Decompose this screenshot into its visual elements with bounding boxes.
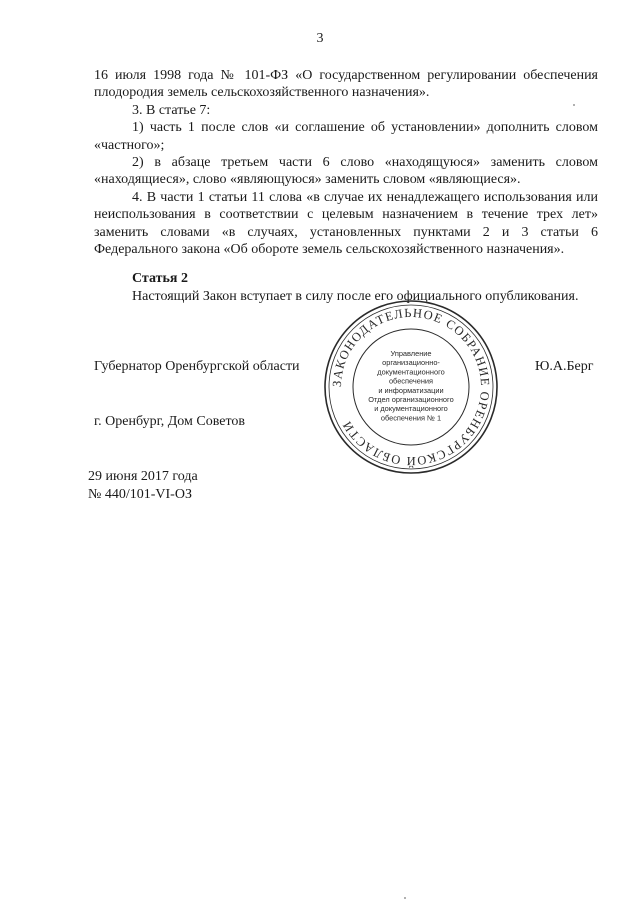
document-number: № 440/101-VI-ОЗ (88, 487, 192, 502)
seal-outer-text: ЗАКОНОДАТЕЛЬНОЕ СОБРАНИЕ ОРЕНБУРГСКОЙ ОБЛАСТИ (329, 305, 493, 469)
paragraph: 4. В части 1 статьи 11 слова «в случае их ненадлежащего использования или неиспользования в соответствии с целевым назначением в течение трех лет» заменить словами «в случаях, установленных пунктами 2 и 3 статьи 6 Федерального закона «Об обороте земель сельскохозяйственного назначения». (94, 189, 598, 258)
seal-inner-line: организационно- (382, 358, 440, 368)
seal-inner-line: Управление (390, 349, 432, 358)
scan-speck (573, 104, 575, 106)
seal-inner-line: Отдел организационного (368, 395, 454, 404)
page-number: 3 (316, 31, 324, 46)
article-paragraph: Настоящий Закон вступает в силу после его официального опубликования. (132, 289, 579, 304)
signatory-title: Губернатор Оренбургской области (94, 359, 300, 374)
paragraph: 16 июля 1998 года № 101-ФЗ «О государственном регулировании обеспечения плодородия земель сельскохозяйственного назначения». (94, 68, 598, 101)
official-seal (320, 296, 502, 478)
seal-graphic (320, 296, 502, 478)
signatory-name: Ю.А.Берг (535, 359, 594, 374)
place: г. Оренбург, Дом Советов (94, 414, 245, 429)
paragraph: 2) в абзаце третьем части 6 слово «находящуюся» заменить словом «находящиеся», слово «являющуюся» заменить словом «являющиеся». (94, 155, 598, 188)
date: 29 июня 2017 года (88, 469, 198, 484)
seal-inner-line: и документационного (374, 404, 448, 414)
body-text (94, 67, 598, 258)
article-heading: Статья 2 (132, 271, 188, 286)
paragraph: 1) часть 1 после слов «и соглашение об установлении» дополнить словом «частного»; (94, 120, 598, 153)
seal-inner-line: обеспечения № 1 (380, 413, 442, 423)
seal-inner-line: документационного (377, 367, 445, 377)
scan-speck (404, 897, 406, 899)
seal-inner-line: обеспечения (388, 376, 434, 386)
seal-inner-line: и информатизации (378, 385, 444, 395)
paragraph: 3. В статье 7: (132, 102, 211, 118)
